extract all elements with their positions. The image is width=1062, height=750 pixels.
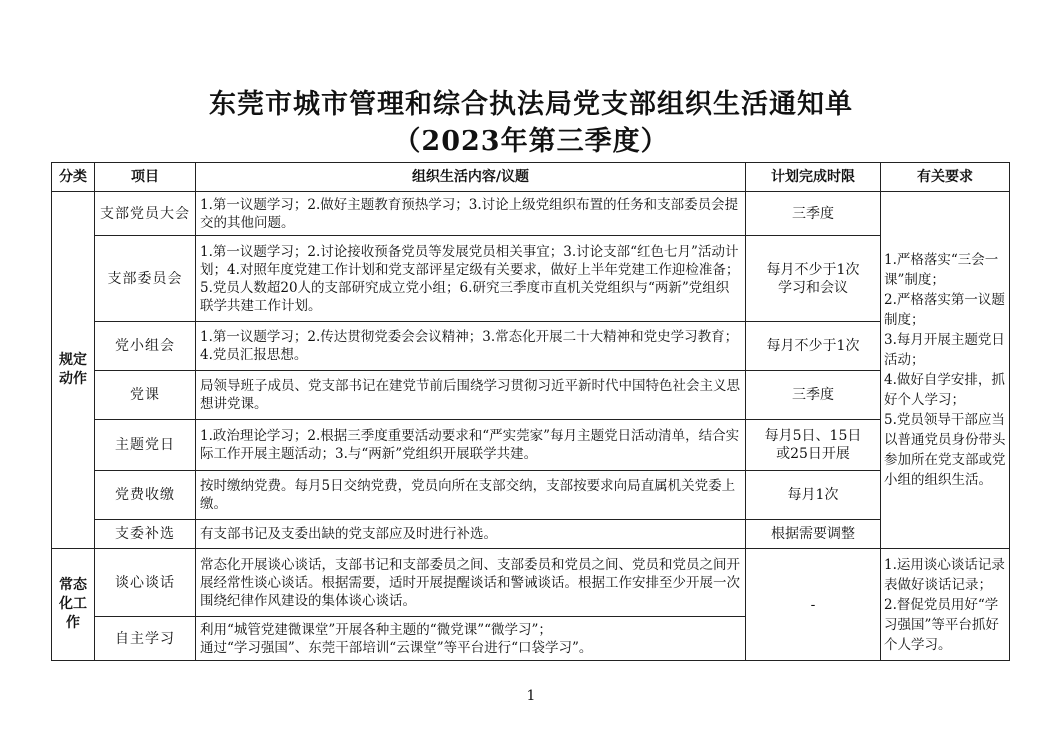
page-number: 1 bbox=[526, 688, 536, 704]
table-header-row bbox=[52, 163, 1010, 192]
content-cell: 按时缴纳党费。每月5日交纳党费，党员向所在支部交纳，支部按要求向局直属机关党委上缴。 bbox=[196, 471, 746, 520]
item-cell: 支部委员会 bbox=[95, 236, 196, 322]
header-item: 项目 bbox=[95, 163, 196, 192]
content-cell: 1.第一议题学习；2.讨论接收预备党员等发展党员相关事宜；3.讨论支部“红色七月”活动计划；4.对照年度党建工作计划和党支部评星定级有关要求，做好上半年党建工作迎检准备；5.党员人数超20人的支部研究成立党小组；6.研究三季度市直机关党组织与“两新”党组织联学共建工作计划。 bbox=[196, 236, 746, 322]
organization-life-table bbox=[51, 162, 1010, 661]
table-row bbox=[52, 520, 1010, 549]
table-row bbox=[52, 192, 1010, 236]
table-row bbox=[52, 236, 1010, 322]
category-cell: 常态化工作 bbox=[52, 549, 95, 661]
content-cell: 1.第一议题学习；2.传达贯彻党委会会议精神；3.常态化开展二十大精神和党史学习教育；4.党员汇报思想。 bbox=[196, 322, 746, 371]
deadline-cell: 根据需要调整 bbox=[746, 520, 881, 549]
item-cell: 支委补选 bbox=[95, 520, 196, 549]
category-cell: 规定动作 bbox=[52, 192, 95, 549]
content-cell: 常态化开展谈心谈话，支部书记和支部委员之间、支部委员和党员之间、党员和党员之间开展经常性谈心谈话。根据需要，适时开展提醒谈话和警诫谈话。根据工作安排至少开展一次围绕纪律作风建设的集体谈心谈话。 bbox=[196, 549, 746, 617]
table-row bbox=[52, 471, 1010, 520]
deadline-cell: - bbox=[746, 549, 881, 661]
table-row bbox=[52, 322, 1010, 371]
table-row bbox=[52, 371, 1010, 420]
item-cell: 自主学习 bbox=[95, 617, 196, 661]
header-content: 组织生活内容/议题 bbox=[196, 163, 746, 192]
deadline-cell: 三季度 bbox=[746, 371, 881, 420]
item-cell: 谈心谈话 bbox=[95, 549, 196, 617]
content-cell: 1.政治理论学习；2.根据三季度重要活动要求和“严实莞家”每月主题党日活动清单，结合实际工作开展主题活动；3.与“两新”党组织开展联学共建。 bbox=[196, 420, 746, 471]
item-cell: 党费收缴 bbox=[95, 471, 196, 520]
document-title: 东莞市城市管理和综合执法局党支部组织生活通知单 bbox=[209, 89, 853, 120]
content-cell: 1.第一议题学习；2.做好主题教育预热学习；3.讨论上级党组织布置的任务和支部委员会提交的其他问题。 bbox=[196, 192, 746, 236]
content-cell: 有支部书记及支委出缺的党支部应及时进行补选。 bbox=[196, 520, 746, 549]
content-cell: 局领导班子成员、党支部书记在建党节前后围绕学习贯彻习近平新时代中国特色社会主义思想讲党课。 bbox=[196, 371, 746, 420]
content-cell: 利用“城管党建微课堂”开展各种主题的“微党课”“微学习”； 通过“学习强国”、东莞干部培训“云课堂”等平台进行“口袋学习”。 bbox=[196, 617, 746, 661]
item-cell: 主题党日 bbox=[95, 420, 196, 471]
deadline-cell: 每月不少于1次 bbox=[746, 322, 881, 371]
table-row bbox=[52, 549, 1010, 617]
deadline-cell: 每月不少于1次学习和会议 bbox=[746, 236, 881, 322]
header-category: 分类 bbox=[52, 163, 95, 192]
deadline-cell: 每月5日、15日或25日开展 bbox=[746, 420, 881, 471]
table-row bbox=[52, 420, 1010, 471]
requirements-cell: 1.严格落实“三会一课”制度； 2.严格落实第一议题制度； 3.每月开展主题党日活动； 4.做好自学安排，抓好个人学习； 5.党员领导干部应当以普通党员身份带头参加所在党支部或党小组的组织生活。 bbox=[881, 192, 1010, 549]
item-cell: 党小组会 bbox=[95, 322, 196, 371]
deadline-cell: 每月1次 bbox=[746, 471, 881, 520]
item-cell: 党课 bbox=[95, 371, 196, 420]
header-requirements: 有关要求 bbox=[881, 163, 1010, 192]
item-cell: 支部党员大会 bbox=[95, 192, 196, 236]
header-deadline: 计划完成时限 bbox=[746, 163, 881, 192]
requirements-cell: 1.运用谈心谈话记录表做好谈话记录； 2.督促党员用好“学习强国”等平台抓好个人学习。 bbox=[881, 549, 1010, 661]
deadline-cell: 三季度 bbox=[746, 192, 881, 236]
document-subtitle: （2023年第三季度） bbox=[393, 126, 669, 157]
